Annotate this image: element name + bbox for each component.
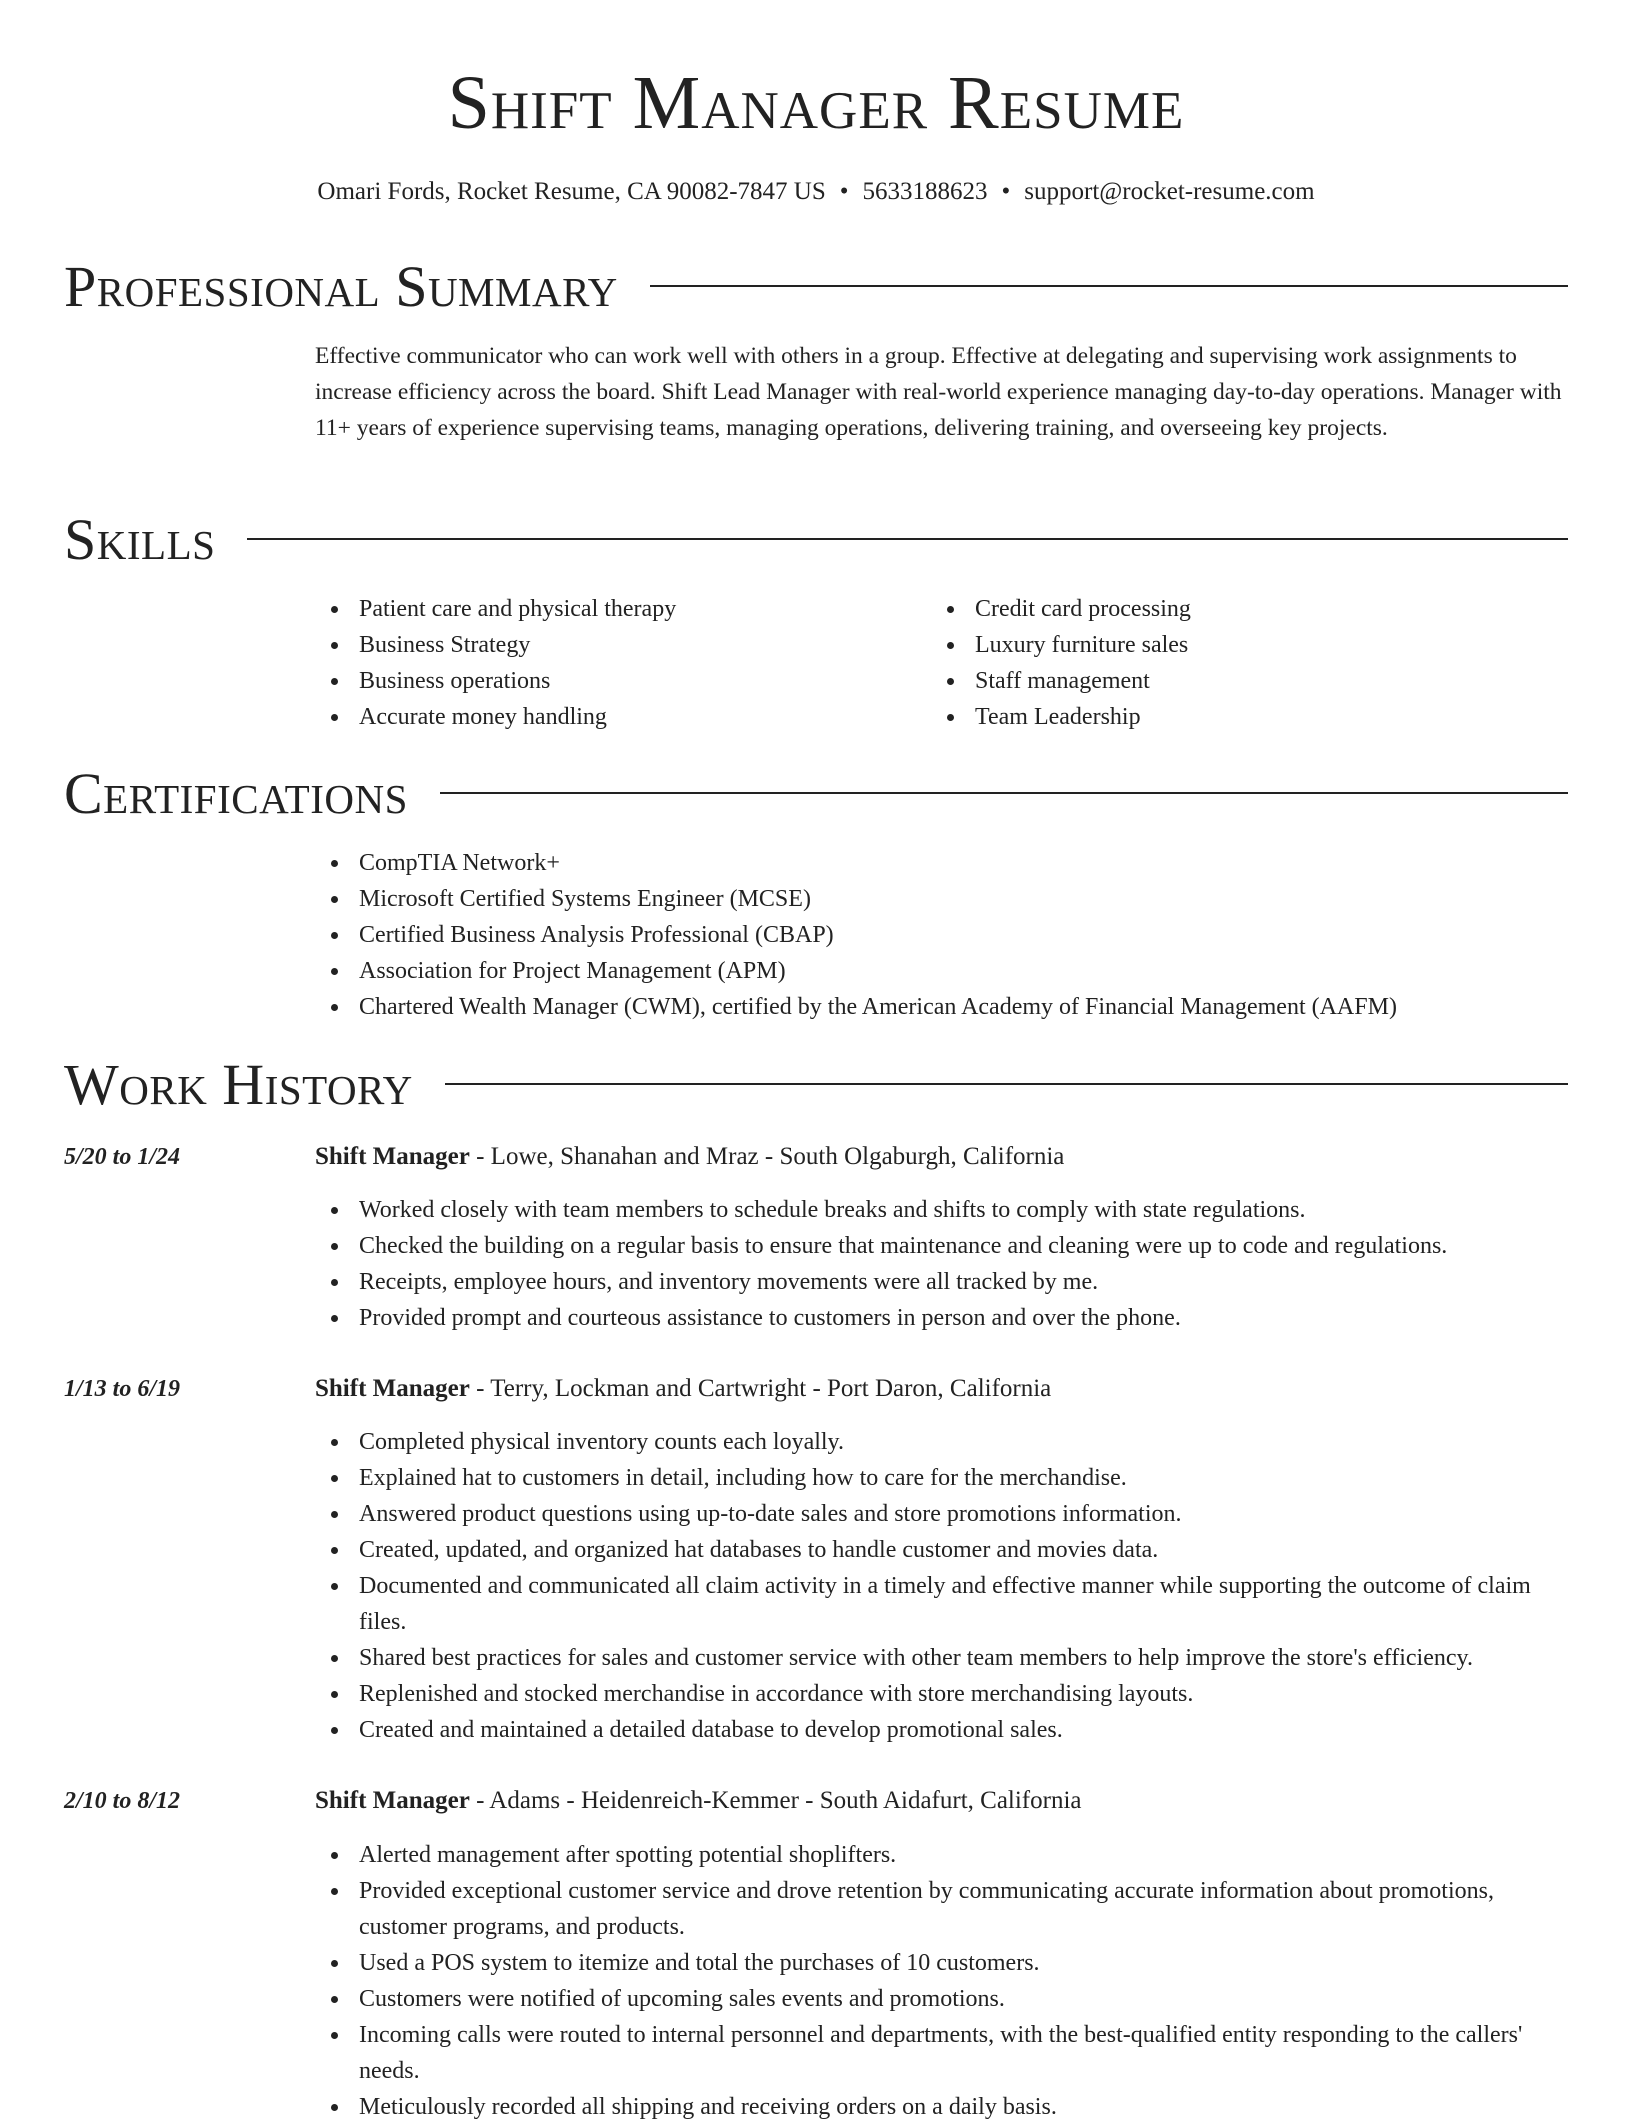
section-divider	[440, 792, 1568, 794]
resume-title: Shift Manager Resume	[447, 61, 1185, 145]
skill-item: Credit card processing	[931, 591, 1561, 627]
contact-address: Omari Fords, Rocket Resume, CA 90082-7847 US	[317, 178, 826, 205]
skill-item: Staff management	[931, 663, 1561, 699]
job-bullet: Used a POS system to itemize and total the purchases of 10 customers.	[315, 1945, 1568, 1981]
summary-section-header	[64, 252, 1568, 322]
section-divider	[650, 285, 1568, 287]
job-bullets	[315, 1837, 1568, 2125]
skill-item: Accurate money handling	[315, 699, 915, 735]
work-history-section-header	[64, 1050, 1568, 1120]
job-title: Shift Manager	[315, 1375, 470, 1402]
job-bullet: Completed physical inventory counts each loyally.	[315, 1424, 1568, 1460]
job-bullet: Explained hat to customers in detail, including how to care for the merchandise.	[315, 1460, 1568, 1496]
skills-section-header	[64, 505, 1568, 575]
contact-email: support@rocket-resume.com	[1024, 178, 1315, 205]
job-bullet: Provided exceptional customer service and drove retention by communicating accurate information about promotions, customer programs, and products.	[315, 1873, 1568, 1945]
job-bullet: Created and maintained a detailed database to develop promotional sales.	[315, 1712, 1568, 1748]
skill-item: Team Leadership	[931, 699, 1561, 735]
contact-line	[0, 175, 1632, 209]
job-employer: - Lowe, Shanahan and Mraz - South Olgaburgh, California	[469, 1143, 1065, 1170]
certification-item: Association for Project Management (APM)	[315, 953, 1568, 989]
certification-item: Microsoft Certified Systems Engineer (MCSE)	[315, 881, 1568, 917]
job-bullet: Checked the building on a regular basis to ensure that maintenance and cleaning were up to code and regulations.	[315, 1228, 1568, 1264]
job-dates: 1/13 to 6/19	[64, 1376, 181, 1402]
skill-item: Patient care and physical therapy	[315, 591, 915, 627]
certifications-section-header	[64, 759, 1568, 829]
job-header	[315, 1140, 1568, 1174]
contact-separator: •	[1001, 178, 1011, 205]
job-bullet: Incoming calls were routed to internal personnel and departments, with the best-qualified entity responding to the callers' needs.	[315, 2017, 1568, 2089]
certification-item: Certified Business Analysis Professional (CBAP)	[315, 917, 1568, 953]
summary-heading: Professional Summary	[64, 254, 618, 319]
job-header	[315, 1372, 1568, 1406]
job-bullet: Replenished and stocked merchandise in accordance with store merchandising layouts.	[315, 1676, 1568, 1712]
job-title: Shift Manager	[315, 1143, 470, 1170]
job-bullet: Provided prompt and courteous assistance to customers in person and over the phone.	[315, 1300, 1568, 1336]
job-bullet: Alerted management after spotting potential shoplifters.	[315, 1837, 1568, 1873]
skill-item: Business operations	[315, 663, 915, 699]
job-header	[315, 1784, 1568, 1818]
skills-heading: Skills	[64, 507, 216, 572]
contact-separator: •	[839, 178, 849, 205]
job-bullet: Worked closely with team members to schedule breaks and shifts to comply with state regulations.	[315, 1192, 1568, 1228]
job-bullets	[315, 1424, 1568, 1748]
skills-list-right	[931, 591, 1561, 735]
job-bullet: Meticulously recorded all shipping and receiving orders on a daily basis.	[315, 2089, 1568, 2125]
summary-text: Effective communicator who can work well with others in a group. Effective at delegating and supervising work assignments to increase efficiency across the board. Shift Lead Manager with real-world experience managing day-to-day operations. Manager with 11+ years of experience supervising teams, managing operations, delivering training, and overseeing key projects.	[315, 343, 1562, 441]
certifications-list	[315, 845, 1568, 1025]
skill-item: Luxury furniture sales	[931, 627, 1561, 663]
job-employer: - Adams - Heidenreich-Kemmer - South Aidafurt, California	[469, 1787, 1082, 1814]
contact-phone: 5633188623	[862, 178, 988, 205]
job-bullet: Customers were notified of upcoming sales events and promotions.	[315, 1981, 1568, 2017]
job-bullet: Answered product questions using up-to-date sales and store promotions information.	[315, 1496, 1568, 1532]
certification-item: CompTIA Network+	[315, 845, 1568, 881]
section-divider	[445, 1083, 1568, 1085]
job-bullet: Created, updated, and organized hat databases to handle customer and movies data.	[315, 1532, 1568, 1568]
job-dates: 5/20 to 1/24	[64, 1144, 181, 1170]
certification-item: Chartered Wealth Manager (CWM), certified by the American Academy of Financial Management (AAFM)	[315, 989, 1568, 1025]
section-divider	[247, 538, 1568, 540]
certifications-heading: Certifications	[64, 761, 408, 826]
job-bullet: Receipts, employee hours, and inventory movements were all tracked by me.	[315, 1264, 1568, 1300]
job-title: Shift Manager	[315, 1787, 470, 1814]
skill-item: Business Strategy	[315, 627, 915, 663]
job-dates: 2/10 to 8/12	[64, 1788, 181, 1814]
work-history-heading: Work History	[64, 1052, 413, 1117]
job-bullets	[315, 1192, 1568, 1336]
job-bullet: Shared best practices for sales and customer service with other team members to help improve the store's efficiency.	[315, 1640, 1568, 1676]
skills-list-left	[315, 591, 915, 735]
job-employer: - Terry, Lockman and Cartwright - Port Daron, California	[469, 1375, 1052, 1402]
job-bullet: Documented and communicated all claim activity in a timely and effective manner while supporting the outcome of claim files.	[315, 1568, 1568, 1640]
